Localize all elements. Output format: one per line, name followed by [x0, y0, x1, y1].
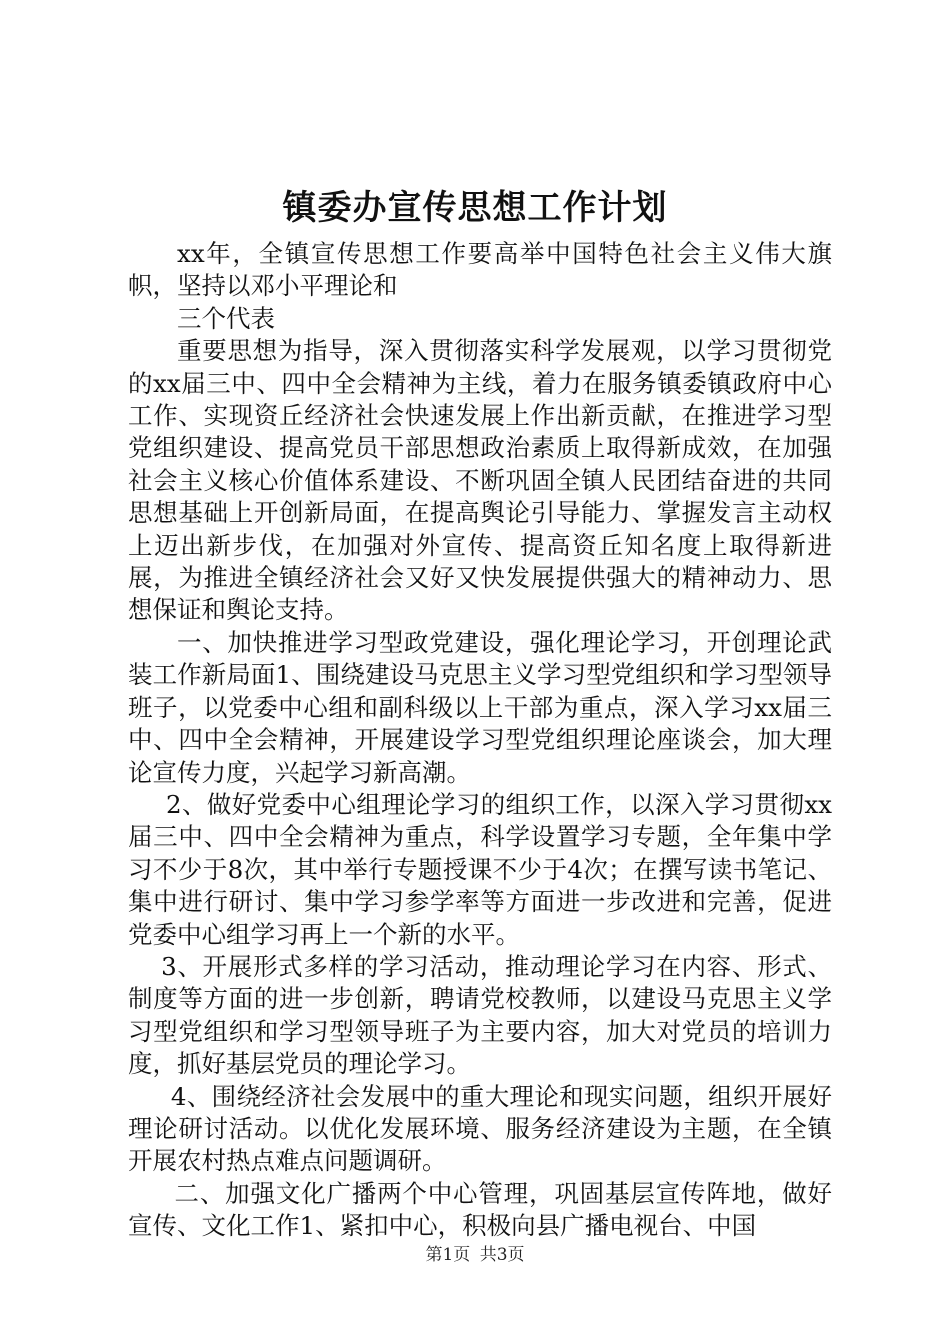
page-total: 共3页	[479, 1245, 525, 1265]
page-number: 第1页	[425, 1245, 471, 1265]
paragraph-item-4: 4、围绕经济社会发展中的重大理论和现实问题，组织开展好理论研讨活动。以优化发展环境、服务经济建设为主题，在全镇开展农村热点难点问题调研。	[128, 1081, 832, 1176]
paragraph-section-one: 一、加快推进学习型政党建设，强化理论学习，开创理论武装工作新局面1、围绕建设马克思主义学习型党组织和学习型领导班子，以党委中心组和副科级以上干部为重点，深入学习xx届三中、四中全会精神，开展建设学习型党组织理论座谈会，加大理论宣传力度，兴起学习新高潮。	[128, 627, 832, 787]
paragraph-item-2: 2、做好党委中心组理论学习的组织工作，以深入学习贯彻xx届三中、四中全会精神为重点，科学设置学习专题，全年集中学习不少于8次，其中举行专题授课不少于4次；在撰写读书笔记、集中进行研讨、集中学习参学率等方面进一步改进和完善，促进党委中心组学习再上一个新的水平。	[128, 789, 832, 949]
paragraph-intro: xx年，全镇宣传思想工作要高举中国特色社会主义伟大旗帜，坚持以邓小平理论和	[128, 239, 832, 301]
paragraph-section-two: 二、加强文化广播两个中心管理，巩固基层宣传阵地，做好宣传、文化工作1、紧扣中心，积极向县广播电视台、中国	[128, 1178, 832, 1241]
document-body	[128, 238, 832, 1243]
page-footer	[0, 1243, 950, 1267]
paragraph-item-3: 3、开展形式多样的学习活动，推动理论学习在内容、形式、制度等方面的进一步创新，聘请党校教师，以建设马克思主义学习型党组织和学习型领导班子为主要内容，加大对党员的培训力度，抓好基层党员的理论学习。	[128, 951, 832, 1079]
document-title: 镇委办宣传思想工作计划	[282, 188, 668, 228]
paragraph-three-represents: 三个代表	[177, 303, 275, 333]
paragraph-guidance: 重要思想为指导，深入贯彻落实科学发展观，以学习贯彻党的xx届三中、四中全会精神为主线，着力在服务镇委镇政府中心工作、实现资丘经济社会快速发展上作出新贡献，在推进学习型党组织建设、提高党员干部思想政治素质上取得新成效，在加强社会主义核心价值体系建设、不断巩固全镇人民团结奋进的共同思想基础上开创新局面，在提高舆论引导能力、掌握发言主动权上迈出新步伐，在加强对外宣传、提高资丘知名度上取得新进展，为推进全镇经济社会又好又快发展提供强大的精神动力、思想保证和舆论支持。	[128, 336, 832, 625]
